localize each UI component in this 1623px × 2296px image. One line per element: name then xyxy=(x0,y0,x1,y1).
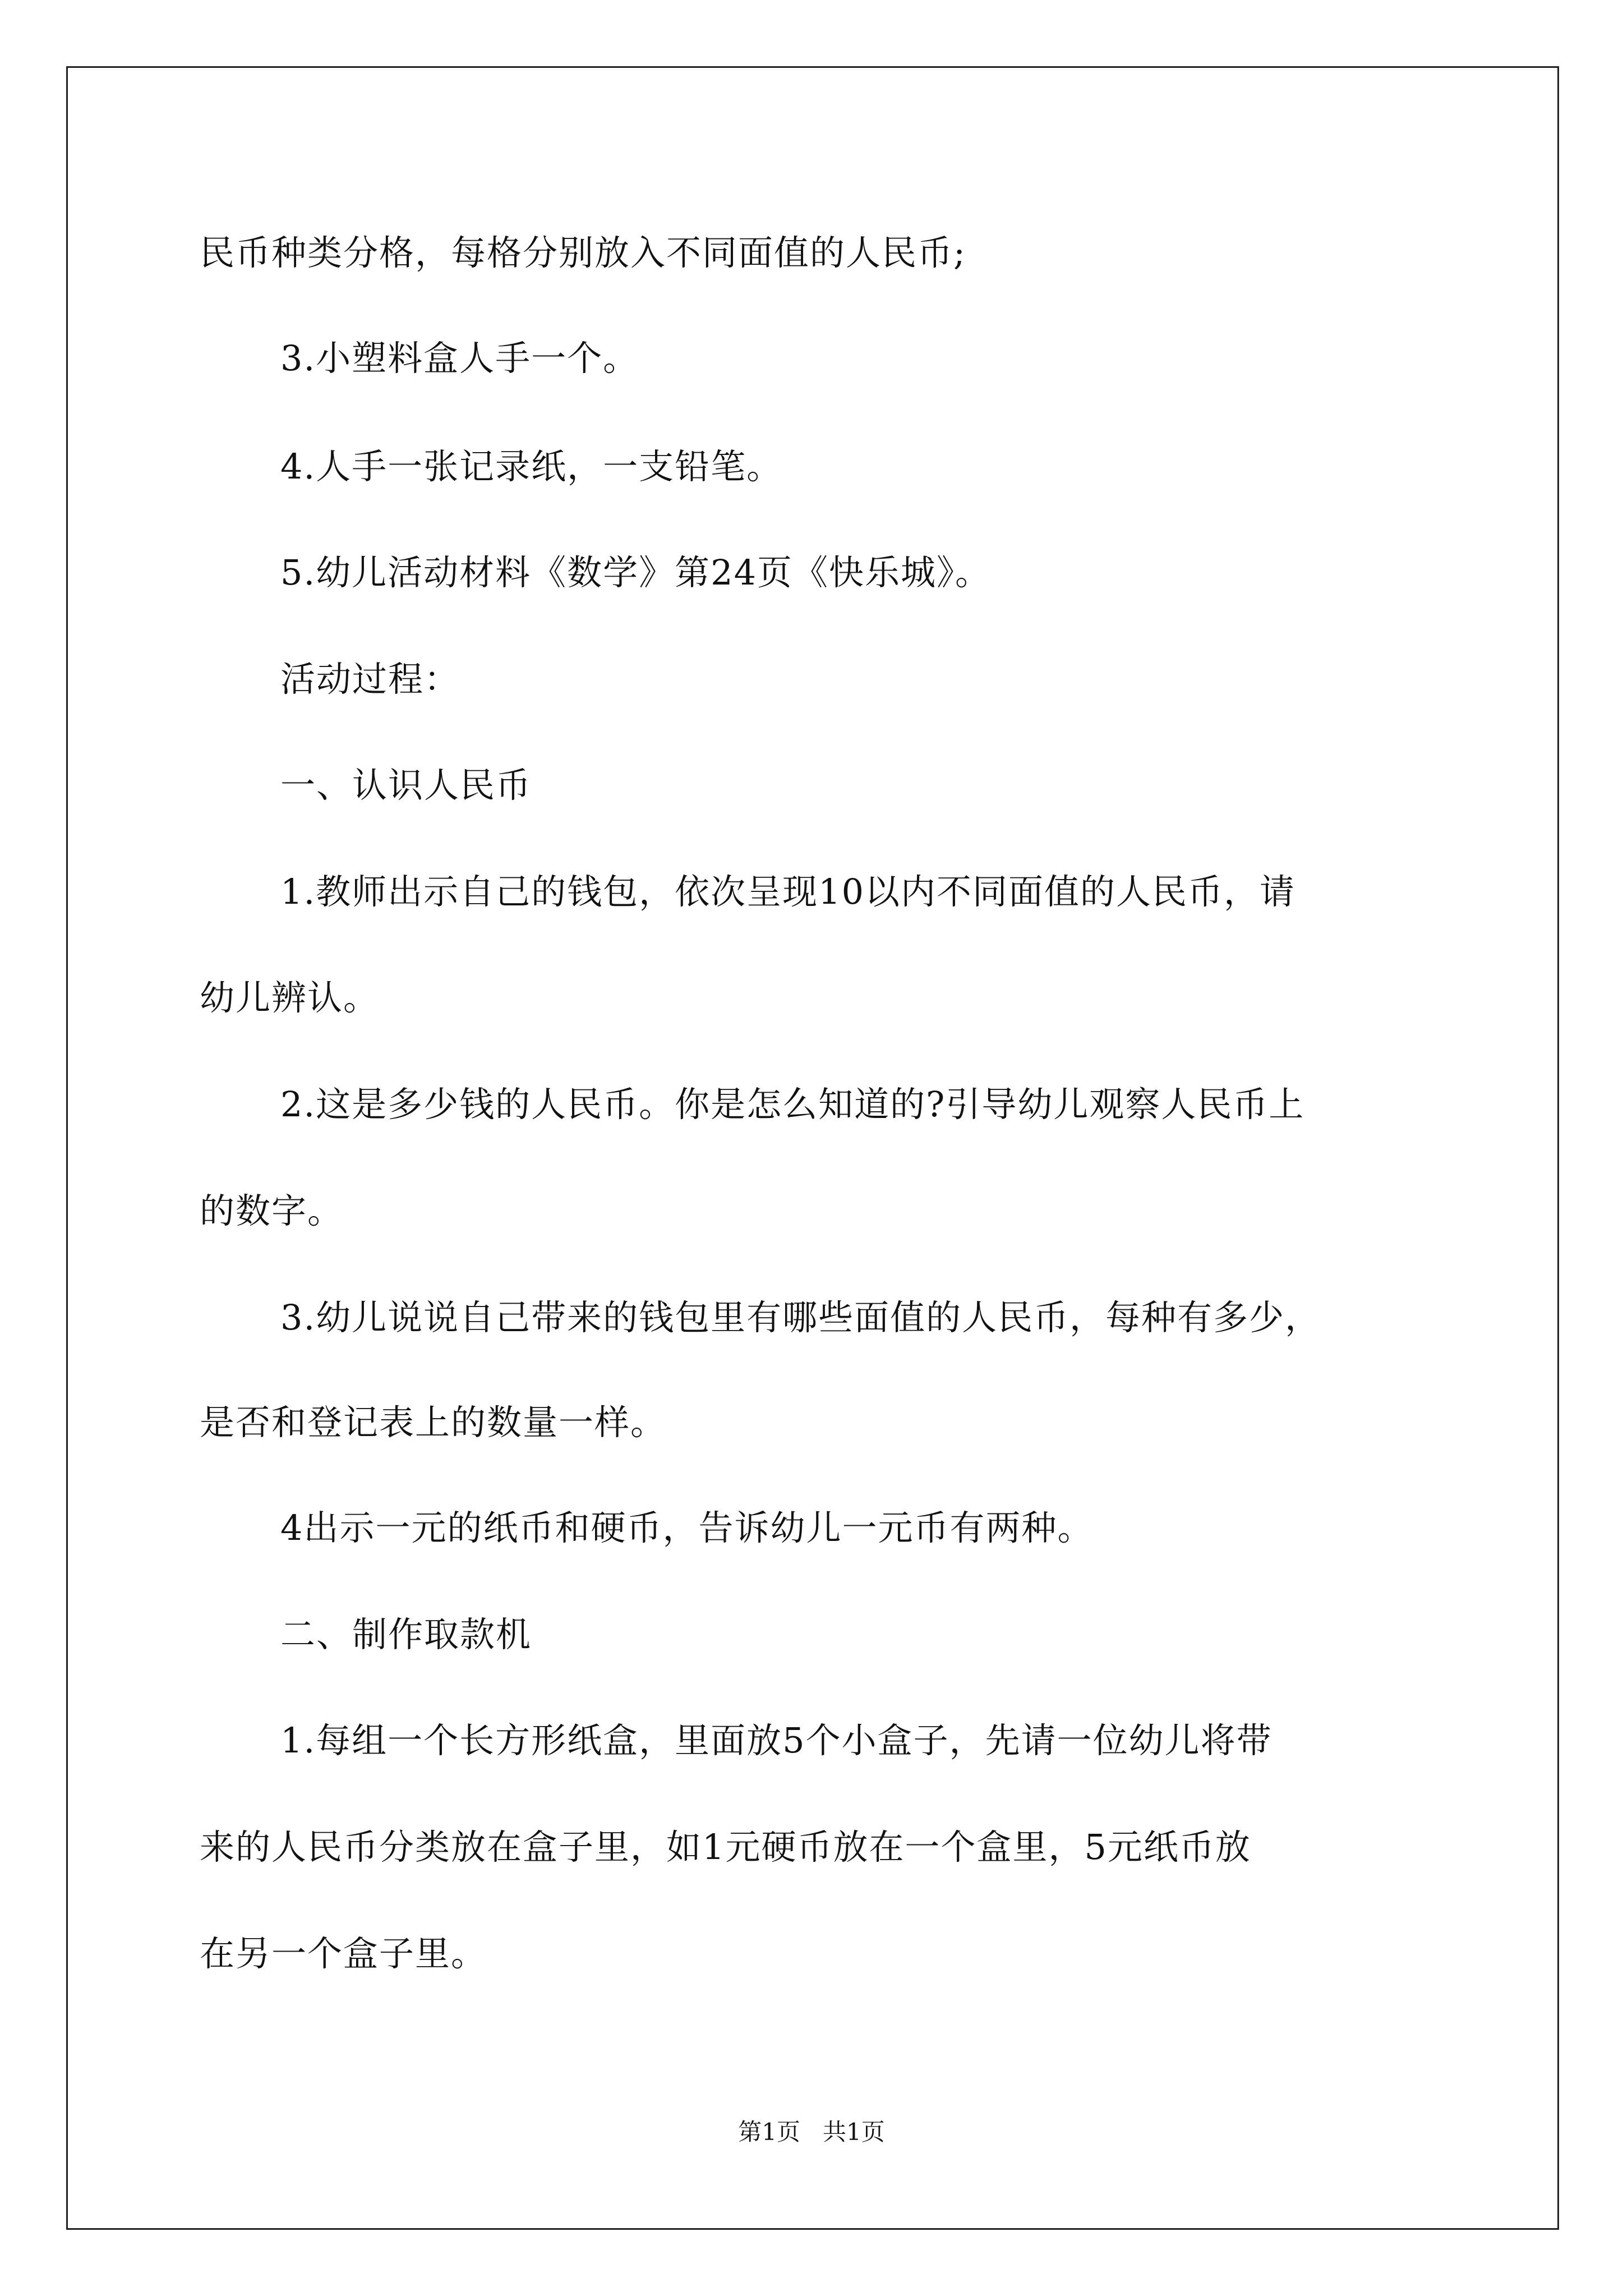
text-line-3: 4.人手一张记录纸，一支铅笔。 xyxy=(280,446,783,487)
text-line-4: 5.幼儿活动材料《数学》第24页《快乐城》。 xyxy=(280,552,992,593)
text-line-10: 的数字。 xyxy=(200,1190,344,1231)
text-line-13: 4出示一元的纸币和硬币，告诉幼儿一元币有两种。 xyxy=(280,1507,1094,1548)
text-line-2: 3.小塑料盒人手一个。 xyxy=(280,338,639,379)
section-heading-1: 一、认识人民币 xyxy=(280,765,532,806)
text-line-9: 2.这是多少钱的人民币。你是怎么知道的?引导幼儿观察人民币上 xyxy=(280,1084,1305,1125)
text-line-15: 1.每组一个长方形纸盒，里面放5个小盒子，先请一位幼儿将带 xyxy=(280,1720,1272,1761)
text-line-17: 在另一个盒子里。 xyxy=(200,1933,487,1974)
text-line-11: 3.幼儿说说自己带来的钱包里有哪些面值的人民币，每种有多少， xyxy=(280,1297,1321,1338)
text-line-7: 1.教师出示自己的钱包，依次呈现10以内不同面值的人民币，请 xyxy=(280,871,1296,912)
page-border xyxy=(66,66,1559,2230)
text-line-16: 来的人民币分类放在盒子里，如1元硬币放在一个盒里，5元纸币放 xyxy=(200,1826,1251,1867)
text-line-12: 是否和登记表上的数量一样。 xyxy=(200,1402,667,1443)
text-line-5: 活动过程： xyxy=(280,659,460,700)
text-line-8: 幼儿辨认。 xyxy=(200,977,380,1018)
page-footer: 第1页 共1页 xyxy=(738,2118,885,2146)
text-line-1: 民币种类分格，每格分别放入不同面值的人民币; xyxy=(200,232,966,273)
section-heading-2: 二、制作取款机 xyxy=(280,1614,532,1655)
